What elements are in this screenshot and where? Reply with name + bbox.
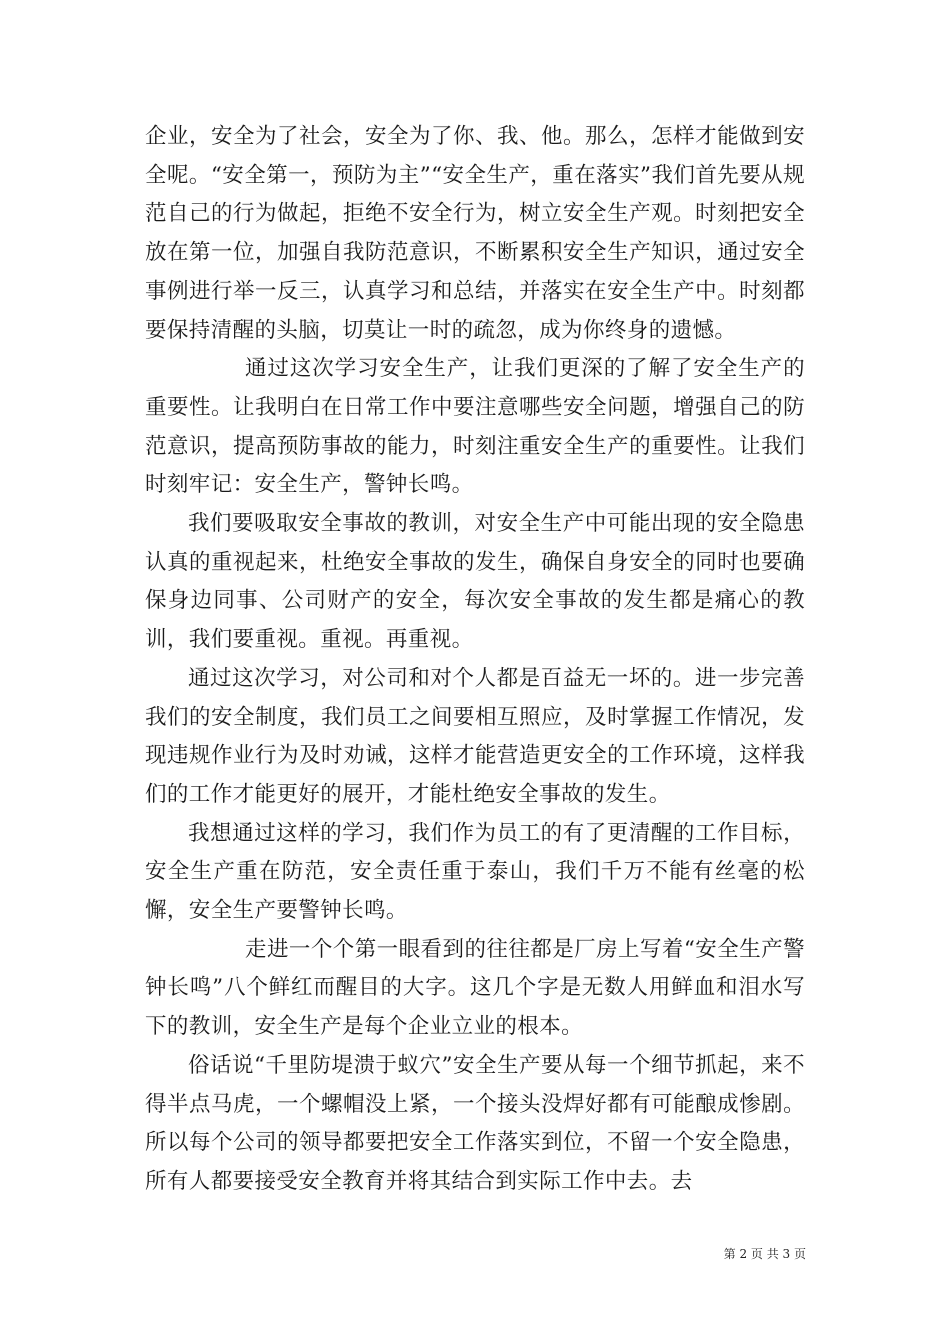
paragraph-2: 通过这次学习安全生产，让我们更深的了解了安全生产的重要性。让我明白在日常工作中要注意哪些安全问题，增强自己的防范意识，提高预防事故的能力，时刻注重安全生产的重要性。让我们时刻牢记：安全生产，警钟长鸣。 [145, 356, 805, 498]
document-body [145, 118, 805, 1202]
page-number-footer: 第 2 页 共 3 页 [723, 1247, 806, 1261]
paragraph-4: 通过这次学习，对公司和对个人都是百益无一坏的。进一步完善我们的安全制度，我们员工之间要相互照应，及时掌握工作情况，发现违规作业行为及时劝诫，这样才能营造更安全的工作环境，这样我们的工作才能更好的展开，才能杜绝安全事故的发生。 [145, 665, 805, 807]
paragraph-3: 我们要吸取安全事故的教训，对安全生产中可能出现的安全隐患认真的重视起来，杜绝安全事故的发生，确保自身安全的同时也要确保身边同事、公司财产的安全，每次安全事故的发生都是痛心的教训，我们要重视。重视。再重视。 [145, 511, 805, 653]
paragraph-5: 我想通过这样的学习，我们作为员工的有了更清醒的工作目标，安全生产重在防范，安全责任重于泰山，我们千万不能有丝毫的松懈，安全生产要警钟长鸣。 [145, 820, 805, 924]
paragraph-1: 企业，安全为了社会，安全为了你、我、他。那么，怎样才能做到安全呢。“安全第一，预防为主”“安全生产，重在落实”我们首先要从规范自己的行为做起，拒绝不安全行为，树立安全生产观。时刻把安全放在第一位，加强自我防范意识，不断累积安全生产知识，通过安全事例进行举一反三，认真学习和总结，并落实在安全生产中。时刻都要保持清醒的头脑，切莫让一时的疏忽，成为你终身的遗憾。 [145, 124, 805, 343]
paragraph-7: 俗话说“千里防堤溃于蚁穴”安全生产要从每一个细节抓起，来不得半点马虎，一个螺帽没上紧，一个接头没焊好都有可能酿成惨剧。所以每个公司的领导都要把安全工作落实到位，不留一个安全隐患，所有人都要接受安全教育并将其结合到实际工作中去。去 [145, 1052, 805, 1194]
paragraph-6: 走进一个个第一眼看到的往往都是厂房上写着“安全生产警钟长鸣”八个鲜红而醒目的大字。这几个字是无数人用鲜血和泪水写下的教训，安全生产是每个企业立业的根本。 [145, 936, 805, 1040]
